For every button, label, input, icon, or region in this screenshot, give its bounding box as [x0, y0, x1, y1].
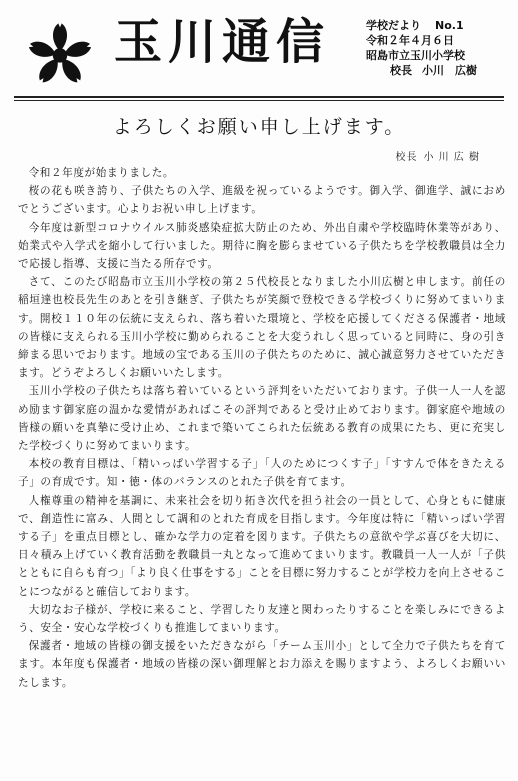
article-byline — [395, 148, 480, 163]
article-body — [18, 164, 506, 692]
article-heading: よろしくお願い申し上げます。 — [112, 116, 406, 138]
paragraph: 玉川小学校の子供たちは落ち着いているという評判をいただいております。子供一人一人を認め励ます御家庭の温かな愛情があればこその評判であると受け止めております。御家庭や地域の皆様の願いを真摯に受け止め、これまで築いてこられた伝統ある教育の成果にたち、更に充実した学校づくりに努めてまいります。 — [18, 385, 506, 453]
issue-date: 令和２年４月６日 — [366, 34, 454, 47]
paragraph: 令和２年度が始まりました。 — [28, 167, 175, 179]
paragraph: さて、このたび昭島市立玉川小学校の第２５代校長となりました小川広樹と申します。前任の稲垣達也校長先生のあとを引き継ぎ、子供たちが笑顔で登校できる学校づくりに努めてまいります。開校１１０年の伝統に支えられ、落ち着いた環境と、学校を応援してくださる保護者・地域の皆様に支えられる玉川小学校に勤められることを大変うれしく思っていると同時に、身の引き締まる思いでおります。地域の宝である玉川の子供たちのために、誠心誠意努力させていただきます。どうぞよろしくお願いいたします。 — [18, 276, 506, 380]
principal-name: 小川 広樹 — [422, 64, 477, 77]
issue-info — [366, 18, 477, 78]
masthead — [14, 8, 508, 94]
paragraph: 保護者・地域の皆様の御支援をいただきながら「チーム玉川小」として全力で子供たちを育てます。本年度も保護者・地域の皆様の深い御理解とお力添えを賜りますよう、よろしくお願いいたします。 — [18, 640, 506, 689]
masthead-divider-thin — [14, 100, 504, 101]
paragraph: 本校の教育目標は、「精いっぱい学習する子」「人のためにつくす子」「すすんで体をきたえる子」の育成です。知・徳・体のバランスのとれた子供を育てます。 — [18, 458, 506, 489]
principal-title: 校長 — [390, 64, 412, 77]
newsletter-title: 玉川通信 — [114, 14, 331, 70]
byline-name: 小 川 広 樹 — [423, 152, 480, 163]
cherry-blossom-emblem-icon — [24, 18, 96, 90]
newsletter-label: 学校だより — [366, 19, 421, 32]
school-name: 昭島市立玉川小学校 — [366, 49, 465, 62]
paragraph: 今年度は新型コロナウイルス肺炎感染症拡大防止のため、外出自粛や学校臨時休業等があり、始業式や入学式を縮小して行いました。期待に胸を膨らませている子供たちを学校教職員は全力で応援し指導、支援に当たる所存です。 — [18, 221, 506, 271]
masthead-divider — [14, 96, 504, 98]
issue-number: No.1 — [435, 19, 464, 32]
paragraph: 大切なお子様が、学校に来ること、学習したり友達と関わったりすることを楽しみにできるよう、安全・安心な学校づくりも推進してまいります。 — [18, 603, 506, 635]
paragraph: 人権尊重の精神を基調に、未来社会を切り拓き次代を担う社会の一員として、心身ともに健康で、創造性に富み、人間として調和のとれた育成を目指します。今年度は特に「精いっぱい学習する子」を重点目標とし、確かな学力の定着を図ります。子供たちの意欲や学ぶ喜びを大切に、日々積み上げていく教育活動を教職員一丸となって進めてまいります。教職員一人一人が「子供とともに自らも育つ」「より良く仕事をする」ことを目標に努力することが学校力を向上させることにつながると確信しております。 — [18, 494, 506, 598]
paragraph: 桜の花も咲き誇り、子供たちの入学、進級を祝っているようです。御入学、御進学、誠におめでとうございます。心よりお祝い申し上げます。 — [18, 185, 506, 216]
byline-title: 校長 — [395, 152, 418, 163]
